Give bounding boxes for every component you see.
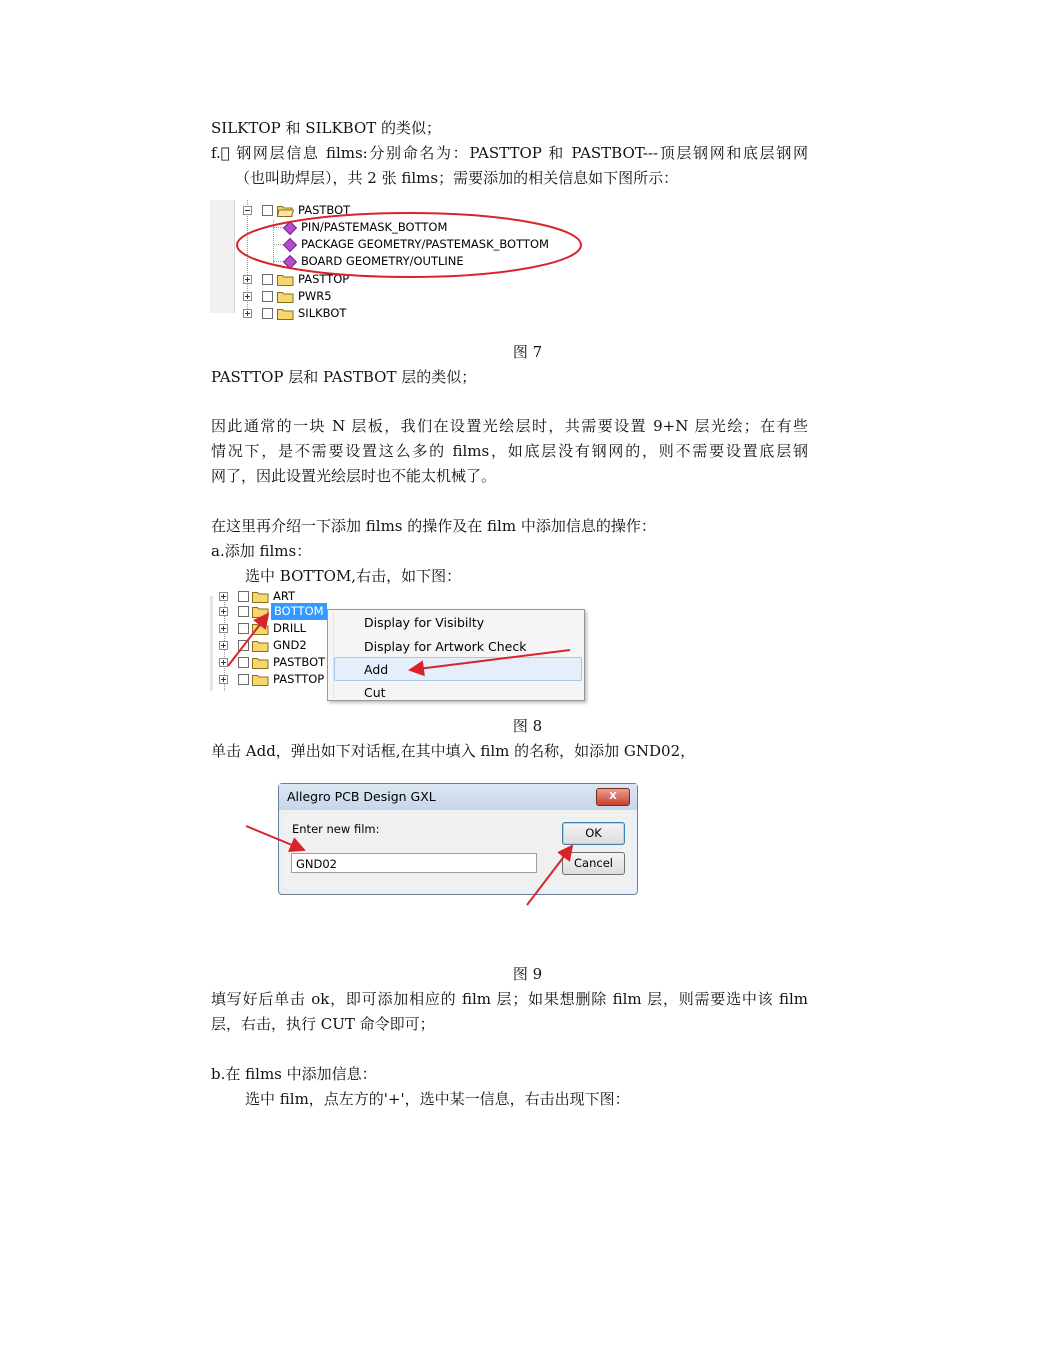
paragraph-line: 情况下，是不需要设置这么多的 films，如底层没有钢网的，则不需要设置底层钢 [211,442,808,460]
tree-label: ART [273,589,296,603]
dialog-prompt: Enter new film: [292,822,380,836]
paragraph-line: a.添加 films： [211,542,312,560]
tree-label: BOARD GEOMETRY/OUTLINE [301,254,464,268]
cancel-button[interactable]: Cancel [562,852,625,875]
tree-label: PIN/PASTEMASK_BOTTOM [301,220,448,234]
paragraph-line: PASTTOP 层和 PASTBOT 层的类似； [211,368,477,386]
paragraph-line: 因此通常的一块 N 层板，我们在设置光绘层时，共需要设置 9+N 层光绘；在有些 [211,417,808,435]
tree-label: PASTTOP [273,672,325,686]
tree-label: PACKAGE GEOMETRY/PASTEMASK_BOTTOM [301,237,549,251]
paragraph-line: 单击 Add，弹出如下对话框,在其中填入 film 的名称，如添加 GND02， [211,742,696,760]
paragraph-line: 选中 film，点左方的'+'，选中某一信息，右击出现下图： [245,1090,630,1108]
paragraph-line: 网了，因此设置光绘层时也不能太机械了。 [211,467,497,485]
paragraph-line: f.  钢网层信息 films:分别命名为：PASTTOP 和 PASTBOT---顶层钢网和底层钢网 [211,144,808,162]
paragraph-line: SILKTOP 和 SILKBOT 的类似； [211,119,442,137]
paragraph-line: 填写好后单击 ok，即可添加相应的 film 层；如果想删除 film 层，则需要选中该 film [211,990,808,1008]
menu-item-add[interactable]: Add [364,662,389,677]
tree-label: PASTBOT [273,655,326,669]
film-name-input[interactable]: GND02 [291,853,537,873]
dialog-title: Allegro PCB Design GXL [287,789,436,804]
menu-item-display-artwork-check[interactable]: Display for Artwork Check [364,639,527,654]
paragraph-line: （也叫助焊层），共 2 张 films；需要添加的相关信息如下图所示： [235,169,679,187]
figure-caption: 图 7 [512,343,543,361]
tree-label: GND2 [273,638,307,652]
paragraph-line: 层，右击，执行 CUT 命令即可； [211,1015,435,1033]
paragraph-line: 在这里再介绍一下添加 films 的操作及在 film 中添加信息的操作： [211,517,656,535]
tree-label-selected: BOTTOM [271,603,327,620]
menu-item-display-visibility[interactable]: Display for Visibilty [364,615,485,630]
menu-item-cut[interactable]: Cut [364,685,386,700]
tree-label: PASTBOT [298,203,351,217]
tree-label: SILKBOT [298,306,347,320]
close-icon[interactable]: X [596,788,630,806]
tree-label: DRILL [273,621,307,635]
figure-caption: 图 9 [512,965,543,983]
figure-caption: 图 8 [512,717,543,735]
ok-button[interactable]: OK [562,822,625,845]
tree-label: PASTTOP [298,272,350,286]
paragraph-line: b.在 films 中添加信息： [211,1065,377,1083]
paragraph-line: 选中 BOTTOM,右击，如下图： [245,567,462,585]
tree-label: PWR5 [298,289,332,303]
